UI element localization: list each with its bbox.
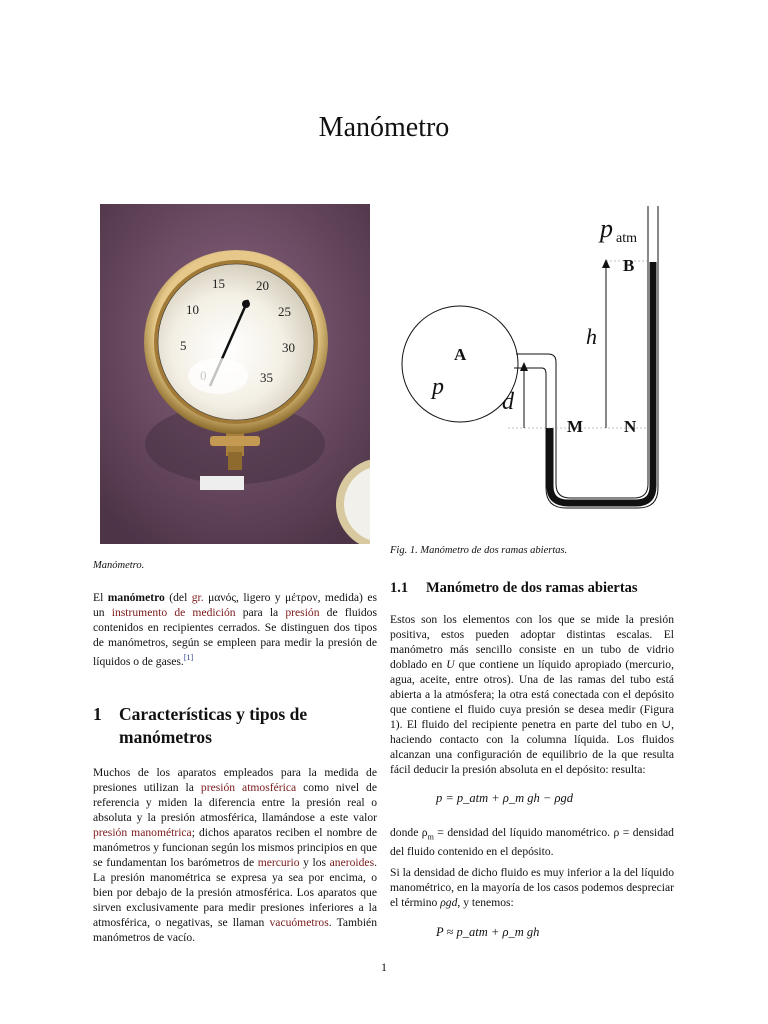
link-instrumento[interactable]: instrumento de medición bbox=[111, 606, 236, 619]
label-h: h bbox=[586, 324, 597, 349]
link-gr[interactable]: gr. bbox=[191, 591, 204, 604]
dial-mark: 20 bbox=[256, 278, 269, 293]
dial-mark: 35 bbox=[260, 370, 273, 385]
dial-mark: 10 bbox=[186, 302, 199, 317]
link-vacuometros[interactable]: vacuómetros bbox=[269, 916, 329, 929]
link-presion[interactable]: presión bbox=[285, 606, 320, 619]
label-N: N bbox=[624, 417, 637, 436]
label-patm-sub: atm bbox=[616, 231, 637, 246]
link-presion-manometrica[interactable]: presión manométrica bbox=[93, 826, 192, 839]
intro-paragraph: El manómetro (del gr. μανός, ligero y μέτρον, medida) es un instrumento de medición para la presión de fluidos contenidos en recipientes cerrados. Se distinguen dos tipos de manómetros, según se empleen para medir la presión de líquidos o de gases.[1] bbox=[93, 591, 377, 668]
ref-1[interactable]: [1] bbox=[183, 653, 194, 662]
section-1-1-paragraph-2: donde $\rho_m$ = densidad del líquido manométrico. ρ = densidad del fluido contenido en el depósito. Si la densidad de dicho fluido es muy inferior a la del líquido manométrico, en la mayoría de los casos podemos despreciar el término ρgd, y tenemos: bbox=[390, 826, 674, 910]
dial-mark: 15 bbox=[212, 276, 225, 291]
dial-mark: 25 bbox=[278, 304, 291, 319]
section-1-heading: 1 Características y tipos de manómetros bbox=[93, 704, 308, 747]
equation-2: P ≈ p_atm + ρ_m gh bbox=[436, 925, 540, 939]
dial-mark: 30 bbox=[282, 340, 295, 355]
label-M: M bbox=[567, 417, 584, 436]
label-p: p bbox=[432, 374, 444, 400]
link-presion-atmosferica[interactable]: presión atmosférica bbox=[200, 781, 297, 794]
label-patm: p bbox=[600, 214, 613, 243]
label-d: d bbox=[502, 389, 514, 415]
manometer-photo bbox=[100, 204, 370, 544]
label-B: B bbox=[623, 256, 635, 275]
section-1-paragraph: Muchos de los aparatos empleados para la medida de presiones utilizan la presión atmosférica como nivel de referencia y miden la diferencia entre la presión real o absoluta y la presión atmosférica, llamándose a este valor presión manométrica; dichos aparatos reciben el nombre de manómetros y funcionan según los mismos principios en que se fundamentan los barómetros de mercurio y los aneroides. La presión manométrica se expresa ya sea por encima, o bien por debajo de la presión atmosférica. Los aparatos que sirven exclusivamente para medir presiones inferiores a la atmosférica, o negativas, se llaman vacuómetros. También manómetros de vacío. bbox=[93, 766, 378, 944]
section-1-1-paragraph-1: Estos son los elementos con los que se mide la presión positiva, estos pueden adoptar distintas escalas. El manómetro más sencillo consiste en un tubo de vidrio doblado en U que contiene un líquido apropiado (mercurio, agua, aceite, entre otros). Una de las ramas del tubo está abierta a la atmósfera; la otra está conectada con el depósito que contiene el fluido cuya presión se desea medir (Figura 1). El fluido del recipiente penetra en parte del tubo en ∪, haciendo contacto con la columna líquida. Los fluidos alcanzan una configuración de equilibrio de la que resulta fácil deducir la presión absoluta en el depósito: resulta: bbox=[390, 613, 675, 776]
dial-mark: 5 bbox=[180, 338, 187, 353]
figure-caption: Fig. 1. Manómetro de dos ramas abiertas. bbox=[390, 545, 568, 556]
page-number: 1 bbox=[381, 960, 387, 974]
link-aneroides[interactable]: aneroides bbox=[329, 856, 375, 869]
equation-1: p = p_atm + ρ_m gh − ρgd bbox=[436, 791, 573, 805]
link-mercurio[interactable]: mercurio bbox=[257, 856, 300, 869]
section-1-1-heading: 1.1 Manómetro de dos ramas abiertas bbox=[390, 580, 638, 596]
label-A: A bbox=[454, 345, 467, 364]
manometer-diagram bbox=[398, 204, 668, 529]
photo-caption: Manómetro. bbox=[93, 560, 145, 571]
page-title: Manómetro bbox=[318, 112, 450, 143]
